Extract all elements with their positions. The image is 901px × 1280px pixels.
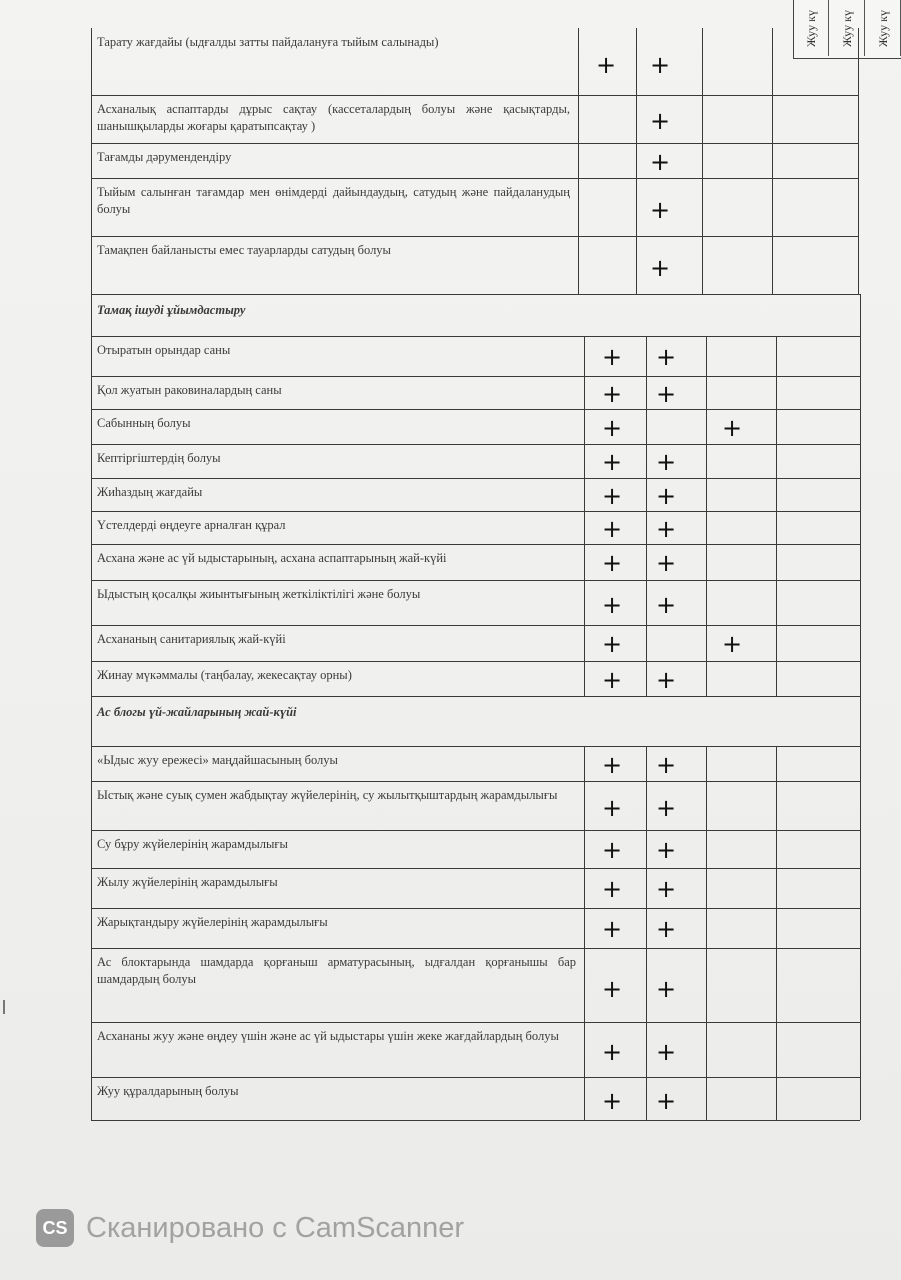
checkmark-plus: + <box>601 875 623 903</box>
section-heading: Тамақ ішуді ұйымдастыру <box>97 303 246 317</box>
checkmark-plus: + <box>601 379 623 408</box>
row-label: Асхана және ас үй ыдыстарының, асхана аспаптарының жай-күйі <box>97 551 447 565</box>
table-rule <box>776 781 777 830</box>
row-label: «Ыдыс жуу ережесі» маңдайшасының болуы <box>97 753 338 767</box>
section-heading: Ас блогы үй-жайларының жай-күйі <box>97 705 297 719</box>
table-rule <box>776 1077 777 1120</box>
table-rule <box>858 178 859 236</box>
checkmark-plus: + <box>595 50 617 79</box>
row-label: Тамақпен байланысты емес тауарларды сатудың болуы <box>97 243 391 257</box>
checkmark-plus: + <box>601 665 623 694</box>
table-rule <box>776 868 777 908</box>
table-rule <box>584 908 585 948</box>
table-rule <box>776 908 777 948</box>
checkmark-plus: + <box>601 481 623 510</box>
table-rule <box>860 1022 861 1077</box>
table-rule <box>646 625 647 661</box>
table-rule <box>706 1077 707 1120</box>
table-rule <box>91 409 860 410</box>
table-rule <box>584 580 585 625</box>
table-rule <box>91 336 860 337</box>
table-rule <box>91 868 860 869</box>
checkmark-plus: + <box>655 590 677 619</box>
checkmark-plus: + <box>655 549 677 577</box>
table-rule <box>636 95 637 143</box>
table-rule <box>858 143 859 178</box>
row-label: Су бұру жүйелерінің жарамдылығы <box>97 837 288 851</box>
checkmark-plus: + <box>601 590 623 619</box>
table-rule <box>91 478 860 479</box>
table-rule <box>706 948 707 1022</box>
checkmark-plus: + <box>655 974 677 1003</box>
table-rule <box>706 478 707 511</box>
table-rule <box>772 178 773 236</box>
checkmark-plus: + <box>655 343 677 371</box>
table-rule <box>706 511 707 544</box>
table-rule <box>702 28 703 95</box>
table-rule <box>860 336 861 376</box>
checkmark-plus: + <box>721 413 743 442</box>
table-rule <box>91 580 860 581</box>
table-rule <box>636 178 637 236</box>
side-header-text: Жуу кү <box>875 9 890 47</box>
table-rule <box>91 696 860 697</box>
checkmark-plus: + <box>655 379 677 408</box>
checkmark-plus: + <box>655 875 677 903</box>
table-rule <box>776 336 777 376</box>
row-label: Сабынның болуы <box>97 416 191 430</box>
table-rule <box>646 580 647 625</box>
table-rule <box>646 746 647 781</box>
table-rule <box>91 830 860 831</box>
side-header-text: Жуу кү <box>839 9 854 47</box>
table-rule <box>646 868 647 908</box>
table-rule <box>706 444 707 478</box>
table-rule <box>776 376 777 409</box>
checkmark-plus: + <box>601 750 623 779</box>
checkmark-plus: + <box>655 665 677 694</box>
table-rule <box>584 444 585 478</box>
checkmark-plus: + <box>601 793 623 822</box>
checkmark-plus: + <box>649 107 671 136</box>
table-rule <box>776 948 777 1022</box>
table-rule <box>91 1022 860 1023</box>
checkmark-plus: + <box>601 413 623 442</box>
table-rule <box>706 1022 707 1077</box>
table-rule <box>860 661 861 696</box>
table-rule <box>646 661 647 696</box>
row-label: Асханалық аспаптарды дұрыс сақтау (кассеталардың болуы және қасықтарды, шанышқыларды жоғары қаратыпсақтау ) <box>97 102 570 133</box>
table-rule <box>646 1022 647 1077</box>
table-rule <box>584 409 585 444</box>
table-rule <box>772 143 773 178</box>
row-label: Ыдыстың қосалқы жиынтығының жеткіліктілігі және болуы <box>97 587 421 601</box>
table-rule <box>860 948 861 1022</box>
row-label: Жиһаздың жағдайы <box>97 485 203 499</box>
row-label: Қол жуатын раковиналардың саны <box>97 383 282 397</box>
checkmark-plus: + <box>649 50 671 79</box>
table-rule <box>646 544 647 580</box>
table-rule <box>584 868 585 908</box>
table-rule <box>776 444 777 478</box>
checkmark-plus: + <box>649 147 671 176</box>
row-label: Асхананың санитариялық жай-күйі <box>97 632 286 646</box>
row-label: Жуу құралдарының болуы <box>97 1084 239 1098</box>
table-rule <box>584 948 585 1022</box>
table-rule <box>860 908 861 948</box>
table-rule <box>702 95 703 143</box>
camscanner-logo-icon: CS <box>36 1209 74 1247</box>
table-rule <box>91 781 860 782</box>
table-rule <box>860 409 861 444</box>
row-label: Ыстық және суық сумен жабдықтау жүйелерінің, су жылытқыштардың жарамдылығы <box>97 788 558 802</box>
table-rule <box>91 236 858 237</box>
table-rule <box>578 143 579 178</box>
checkmark-plus: + <box>601 448 623 476</box>
table-rule <box>578 178 579 236</box>
table-rule <box>860 444 861 478</box>
table-rule <box>584 544 585 580</box>
checkmark-plus: + <box>655 750 677 779</box>
table-rule <box>772 28 773 95</box>
table-rule <box>706 868 707 908</box>
side-header-text: Жуу кү <box>803 9 818 47</box>
table-rule <box>584 625 585 661</box>
table-rule <box>646 1077 647 1120</box>
table-rule <box>91 28 92 1120</box>
row-label: Асхананы жуу және өңдеу үшін және ас үй ыдыстары үшін жеке жағдайлардың болуы <box>97 1029 559 1043</box>
table-rule <box>860 625 861 661</box>
table-rule <box>91 948 860 949</box>
table-rule <box>646 781 647 830</box>
table-rule <box>706 661 707 696</box>
table-rule <box>646 830 647 868</box>
table-rule <box>776 580 777 625</box>
table-rule <box>584 336 585 376</box>
table-rule <box>858 95 859 143</box>
table-rule <box>776 544 777 580</box>
table-rule <box>776 478 777 511</box>
checkmark-plus: + <box>721 630 743 658</box>
checkmark-plus: + <box>601 343 623 371</box>
checkmark-plus: + <box>601 514 623 543</box>
table-rule <box>91 178 858 179</box>
table-rule <box>584 661 585 696</box>
table-rule <box>702 236 703 294</box>
checkmark-plus: + <box>601 836 623 864</box>
table-rule <box>91 625 860 626</box>
checkmark-plus: + <box>655 1038 677 1067</box>
table-rule <box>860 1077 861 1120</box>
table-rule <box>91 1077 860 1078</box>
row-label: Үстелдерді өңдеуге арналған құрал <box>97 518 286 532</box>
table-rule <box>91 376 860 377</box>
checkmark-plus: + <box>601 915 623 943</box>
table-rule <box>776 625 777 661</box>
table-rule <box>706 781 707 830</box>
table-rule <box>584 781 585 830</box>
table-rule <box>578 28 579 95</box>
checkmark-plus: + <box>655 1086 677 1115</box>
table-rule <box>706 376 707 409</box>
table-rule <box>860 478 861 511</box>
table-rule <box>584 511 585 544</box>
table-rule <box>91 908 860 909</box>
table-rule <box>91 746 860 747</box>
table-rule <box>91 511 860 512</box>
table-rule <box>91 544 860 545</box>
row-label: Отыратын орындар саны <box>97 343 231 357</box>
checkmark-plus: + <box>601 1038 623 1067</box>
table-rule <box>860 511 861 544</box>
row-label: Тыйым салынған тағамдар мен өнімдерді дайындаудың, сатудың және пайдаланудың болуы <box>97 185 570 216</box>
table-rule <box>706 830 707 868</box>
table-rule <box>858 28 859 95</box>
table-rule <box>91 661 860 662</box>
table-rule <box>772 95 773 143</box>
table-rule <box>776 661 777 696</box>
table-rule <box>706 544 707 580</box>
row-label: Ас блоктарында шамдарда қорғаныш арматурасының, ыдғалдан қорғанышы бар шамдардың болуы <box>97 955 576 986</box>
table-rule <box>646 376 647 409</box>
checkmark-plus: + <box>649 195 671 224</box>
table-rule <box>776 511 777 544</box>
row-label: Жинау мүкәммалы (таңбалау, жекесақтау орны) <box>97 668 352 682</box>
checkmark-plus: + <box>601 549 623 577</box>
table-rule <box>860 544 861 580</box>
margin-mark <box>3 1000 5 1014</box>
table-rule <box>706 746 707 781</box>
table-rule <box>706 409 707 444</box>
table-rule <box>578 95 579 143</box>
checkmark-plus: + <box>655 793 677 822</box>
table-rule <box>776 409 777 444</box>
checkmark-plus: + <box>655 836 677 864</box>
checkmark-plus: + <box>649 253 671 282</box>
table-rule <box>860 696 861 746</box>
table-rule <box>860 746 861 781</box>
table-rule <box>584 830 585 868</box>
table-rule <box>584 1022 585 1077</box>
row-label: Кептіргіштердің болуы <box>97 451 221 465</box>
checkmark-plus: + <box>601 974 623 1003</box>
table-rule <box>706 580 707 625</box>
table-rule <box>646 948 647 1022</box>
table-rule <box>646 444 647 478</box>
checkmark-plus: + <box>601 630 623 658</box>
table-rule <box>578 236 579 294</box>
table-rule <box>646 908 647 948</box>
row-label: Жарықтандыру жүйелерінің жарамдылығы <box>97 915 328 929</box>
table-rule <box>776 746 777 781</box>
table-rule <box>706 908 707 948</box>
table-rule <box>584 746 585 781</box>
table-rule <box>776 830 777 868</box>
table-rule <box>772 236 773 294</box>
table-rule <box>858 236 859 294</box>
table-rule <box>860 580 861 625</box>
checkmark-plus: + <box>655 514 677 543</box>
row-label: Жылу жүйелерінің жарамдылығы <box>97 875 278 889</box>
table-rule <box>702 143 703 178</box>
table-rule <box>860 294 861 336</box>
table-rule <box>636 143 637 178</box>
table-rule <box>860 868 861 908</box>
table-rule <box>646 478 647 511</box>
table-rule <box>706 625 707 661</box>
checkmark-plus: + <box>655 448 677 476</box>
table-rule <box>860 830 861 868</box>
table-rule <box>584 376 585 409</box>
table-rule <box>91 1120 860 1121</box>
table-rule <box>91 444 860 445</box>
checkmark-plus: + <box>655 481 677 510</box>
checkmark-plus: + <box>601 1086 623 1115</box>
scanner-watermark <box>36 1206 464 1250</box>
watermark-text: Сканировано с CamScanner <box>86 1211 465 1244</box>
table-rule <box>702 178 703 236</box>
table-rule <box>91 143 858 144</box>
checkmark-plus: + <box>655 915 677 943</box>
table-rule <box>636 28 637 95</box>
table-rule <box>860 376 861 409</box>
table-rule <box>584 478 585 511</box>
table-rule <box>91 294 860 295</box>
table-rule <box>646 409 647 444</box>
table-rule <box>584 1077 585 1120</box>
table-rule <box>706 336 707 376</box>
table-rule <box>636 236 637 294</box>
table-rule <box>776 1022 777 1077</box>
table-rule <box>860 781 861 830</box>
table-rule <box>91 95 858 96</box>
table-rule <box>646 336 647 376</box>
row-label: Тарату жағдайы (ыдғалды затты пайдалануға тыйым салынады) <box>97 35 439 49</box>
row-label: Тағамды дәрумендендіру <box>97 150 232 164</box>
table-rule <box>646 511 647 544</box>
